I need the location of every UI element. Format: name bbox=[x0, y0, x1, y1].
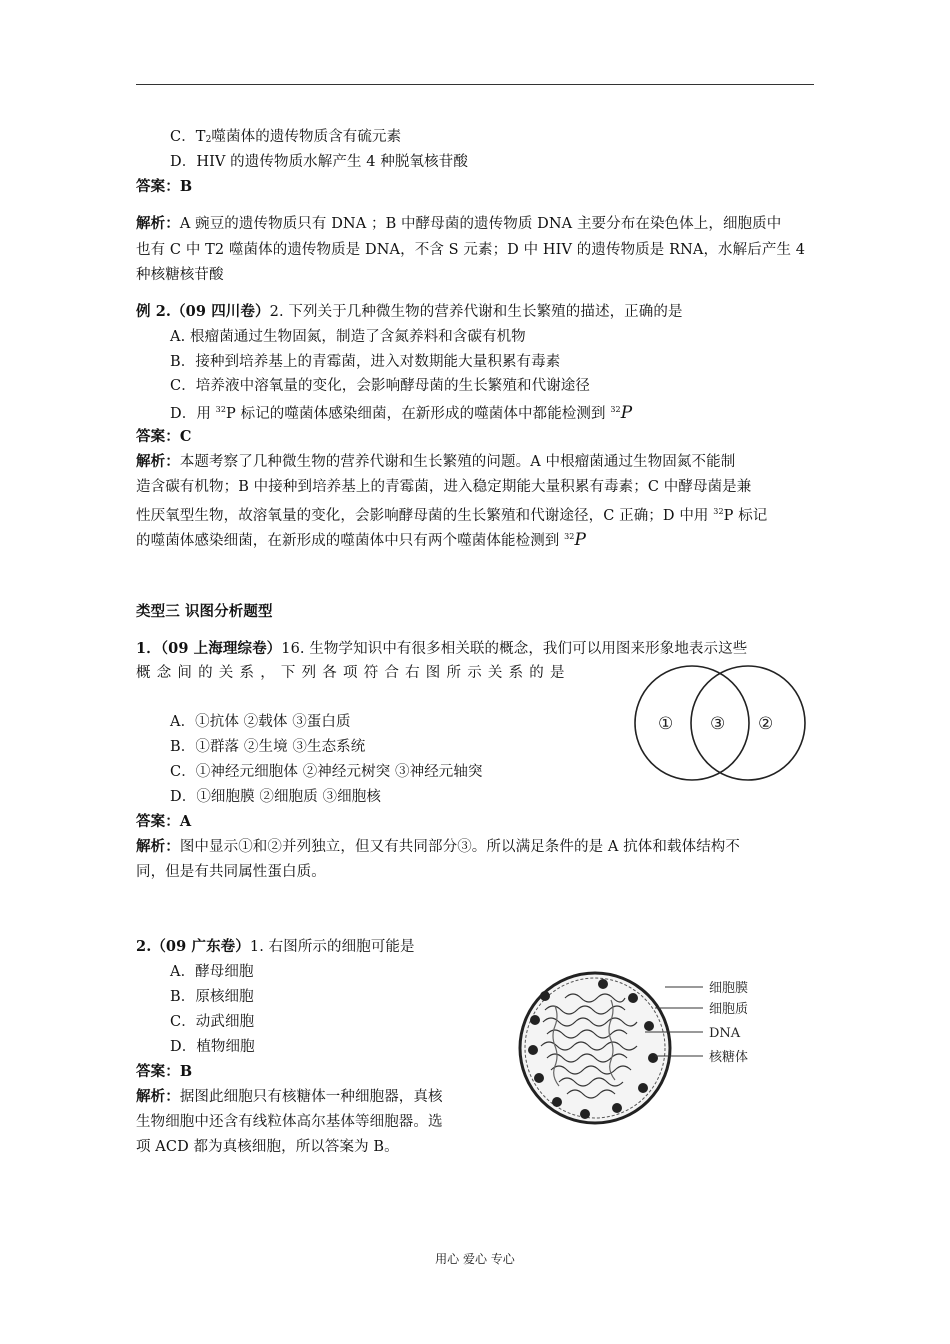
example2-analysis-line-2: 造含碳有机物；B 中接种到培养基上的青霉菌，进入稳定期能大量积累有毒素；C 中酵母菌是兼 bbox=[136, 479, 752, 495]
q1-question-line-1: 1．（09 上海理综卷）16. 生物学知识中有很多相关联的概念，我们可以用图来形象地表示这些 bbox=[136, 640, 748, 657]
example2-analysis-line-4: 的噬菌体感染细菌，在新形成的噬菌体中只有两个噬菌体能检测到 $^{32}$P bbox=[136, 530, 587, 550]
prokaryotic-cell-diagram bbox=[515, 970, 805, 1130]
q1-analysis-line-2: 同，但是有共同属性蛋白质。 bbox=[136, 864, 326, 880]
q2-option-c: C．动武细胞 bbox=[170, 1014, 255, 1030]
header-rule bbox=[136, 84, 814, 85]
example2-option-a: A. 根瘤菌通过生物固氮，制造了含氮养料和含碳有机物 bbox=[170, 329, 526, 345]
venn-label-middle: ③ bbox=[710, 714, 726, 734]
page-footer: 用心 爱心 专心 bbox=[435, 1252, 515, 1266]
q-prev-answer: 答案：B bbox=[136, 178, 193, 195]
q2-answer: 答案：B bbox=[136, 1063, 193, 1080]
q2-analysis-line-3: 项 ACD 都为真核细胞，所以答案为 B。 bbox=[136, 1139, 399, 1155]
example2-analysis-line-3: 性厌氧型生物，故溶氧量的变化，会影响酵母菌的生长繁殖和代谢途径，C 正确；D 中用 $^{32}$P 标记 bbox=[136, 507, 768, 524]
label-cell-membrane: 细胞膜 bbox=[709, 981, 749, 996]
q1-answer: 答案：A bbox=[136, 813, 192, 830]
q-prev-option-d: D．HIV 的遗传物质水解产生 4 种脱氧核苷酸 bbox=[170, 154, 468, 170]
venn-circle-right bbox=[691, 666, 805, 780]
venn-label-right: ② bbox=[758, 714, 774, 734]
example2-question: 例 2.（09 四川卷）2. 下列关于几种微生物的营养代谢和生长繁殖的描述，正确的是 bbox=[136, 303, 683, 320]
label-dna: DNA bbox=[709, 1026, 741, 1041]
q1-option-b: B．①群落 ②生境 ③生态系统 bbox=[170, 739, 366, 755]
q1-question-line-2: 概念间的关系，下列各项符合右图所示关系的是 bbox=[136, 665, 571, 681]
q2-option-b: B．原核细胞 bbox=[170, 989, 254, 1005]
q2-option-a: A．酵母细胞 bbox=[170, 964, 254, 980]
q-prev-analysis-line-2: 也有 C 中 T2 噬菌体的遗传物质是 DNA，不含 S 元素；D 中 HIV 的遗传物质是 RNA，水解后产生 4 bbox=[136, 242, 806, 258]
q-prev-option-c: C．T2噬菌体的遗传物质含有硫元素 bbox=[170, 129, 402, 145]
venn-circle-left bbox=[635, 666, 749, 780]
q-prev-analysis-line-1: 解析：A 豌豆的遗传物质只有 DNA ；B 中酵母菌的遗传物质 DNA 主要分布在染色体上，细胞质中 bbox=[136, 215, 782, 232]
venn-label-left: ① bbox=[658, 714, 674, 734]
label-cytoplasm: 细胞质 bbox=[709, 1002, 749, 1017]
section-heading-type3: 类型三 识图分析题型 bbox=[136, 603, 273, 620]
example2-option-c: C．培养液中溶氧量的变化，会影响酵母菌的生长繁殖和代谢途径 bbox=[170, 378, 590, 394]
example2-option-d: D．用 $^{32}$P 标记的噬菌体感染细菌，在新形成的噬菌体中都能检测到 $^{32}$P bbox=[170, 403, 633, 423]
q1-option-c: C．①神经元细胞体 ②神经元树突 ③神经元轴突 bbox=[170, 764, 483, 780]
q1-analysis-line-1: 解析：图中显示①和②并列独立，但又有共同部分③。所以满足条件的是 A 抗体和载体结构不 bbox=[136, 838, 740, 855]
q2-analysis-line-2: 生物细胞中还含有线粒体高尔基体等细胞器。选 bbox=[136, 1114, 443, 1130]
q2-question: 2.（09 广东卷）1. 右图所示的细胞可能是 bbox=[136, 938, 415, 955]
label-ribosome: 核糖体 bbox=[709, 1050, 749, 1065]
q2-analysis-line-1: 解析：据图此细胞只有核糖体一种细胞器，真核 bbox=[136, 1088, 443, 1105]
q-prev-analysis-line-3: 种核糖核苷酸 bbox=[136, 267, 224, 283]
q1-option-a: A．①抗体 ②载体 ③蛋白质 bbox=[170, 714, 351, 730]
example2-option-b: B．接种到培养基上的青霉菌，进入对数期能大量积累有毒素 bbox=[170, 354, 561, 370]
q1-option-d: D．①细胞膜 ②细胞质 ③细胞核 bbox=[170, 789, 381, 805]
q2-option-d: D．植物细胞 bbox=[170, 1039, 255, 1055]
venn-diagram bbox=[630, 675, 816, 771]
example2-answer: 答案：C bbox=[136, 428, 192, 445]
example2-analysis-line-1: 解析：本题考察了几种微生物的营养代谢和生长繁殖的问题。A 中根瘤菌通过生物固氮不能制 bbox=[136, 453, 736, 470]
